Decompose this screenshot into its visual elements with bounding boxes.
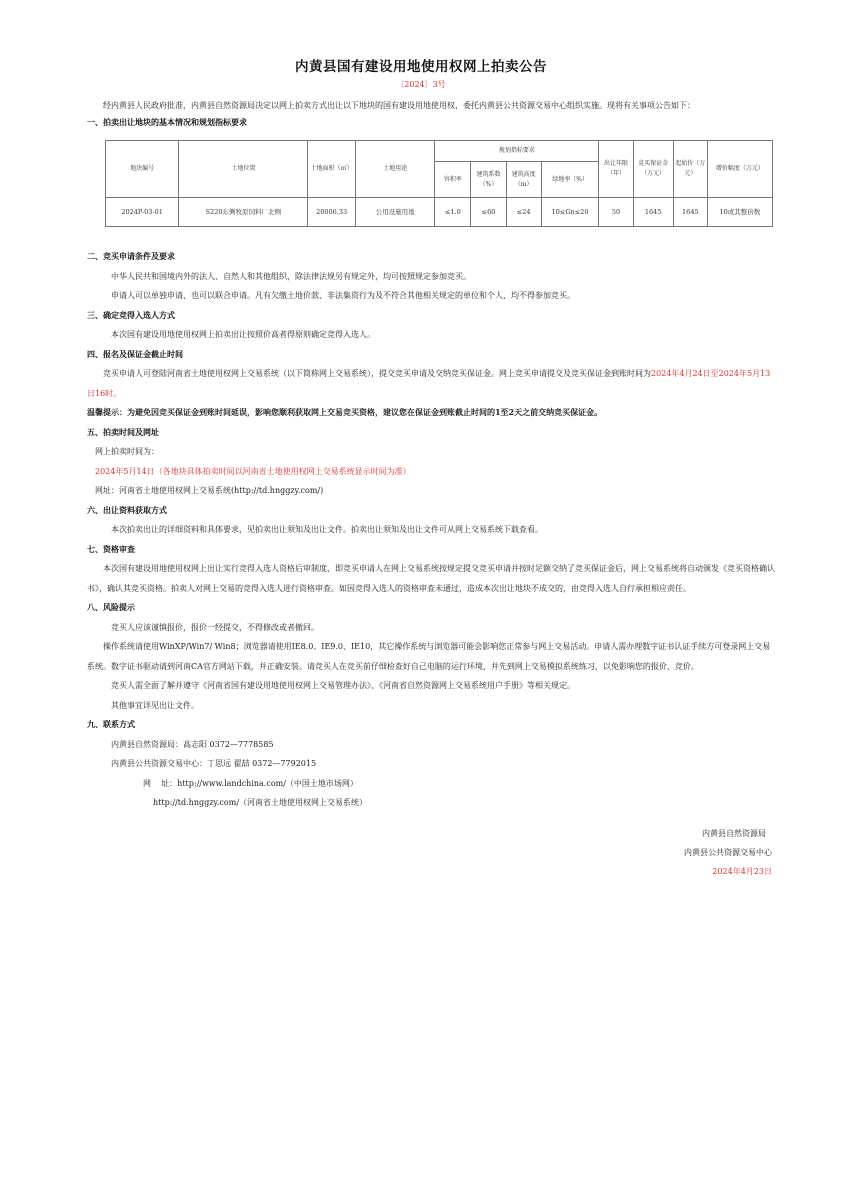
section-3-paragraph-1: 本次国有建设用地使用权网上拍卖出让按照价高者得原则确定竞得入选人。 xyxy=(111,330,375,339)
th-density: 建筑系数（%） xyxy=(471,162,506,198)
table-row xyxy=(106,198,773,227)
section-2-paragraph-2: 申请人可以单独申请，也可以联合申请。凡有欠缴土地价款、非法集资行为及不符合其他相关规定的单位和个人，均不得参加竞买。 xyxy=(111,291,575,300)
th-planning: 规划指标要求 xyxy=(435,141,599,162)
cell-years: 50 xyxy=(599,198,633,227)
section-5-website: 网址：河南省土地使用权网上交易系统(http://td.hnggzy.com/) xyxy=(95,486,324,495)
signature-block xyxy=(684,824,772,881)
signing-org-1: 内黄县自然资源局 xyxy=(702,829,766,838)
cell-start-price: 1645 xyxy=(673,198,707,227)
warm-tip: 温馨提示：为避免因竞买保证金到账时间延误，影响您顺利获取网上交易竞买资格，建议您在保证金到账截止时间的1至2天之前交纳竞买保证金。 xyxy=(87,407,603,417)
cell-deposit: 1645 xyxy=(633,198,673,227)
section-1-heading: 一、拍卖出让地块的基本情况和规划指标要求 xyxy=(87,117,247,127)
cell-area: 20006.33 xyxy=(308,198,355,227)
cell-location: S220东侧牧原饲料厂北侧 xyxy=(179,198,308,227)
signing-date: 2024年4月23日 xyxy=(712,867,772,876)
th-location: 土地位置 xyxy=(179,141,308,198)
auction-time: 2024年5月14日（各地块具体拍卖时间以河南省土地使用权网上交易系统显示时间为准） xyxy=(95,466,411,476)
cell-far: ≤1.0 xyxy=(435,198,471,227)
th-increment: 增价幅度（万元） xyxy=(707,141,772,198)
cell-use: 公用设施用地 xyxy=(355,198,435,227)
section-2-heading: 二、竞买申请条件及要求 xyxy=(87,251,175,261)
th-deposit: 竞买保证金（万元） xyxy=(633,141,673,198)
th-area: 土地面积（㎡） xyxy=(308,141,355,198)
plot-table xyxy=(105,140,773,227)
section-4-deadline: 2024年4月24日至2024年5月13日16时。 xyxy=(87,369,771,398)
signing-org-2: 内黄县公共资源交易中心 xyxy=(684,848,772,857)
section-6-heading: 六、出让资料获取方式 xyxy=(87,504,167,515)
section-7-heading: 七、资格审查 xyxy=(87,543,135,554)
th-far: 容积率 xyxy=(435,162,471,198)
th-start-price: 起始价（万元） xyxy=(673,141,707,198)
section-8-paragraph-3: 竞买人需全面了解并遵守《河南省国有建设用地使用权网上交易管理办法》、《河南省自然资源网上交易系统用户手册》等相关规定。 xyxy=(111,681,575,690)
section-6-paragraph-1: 本次拍卖出让的详细资料和具体要求，见拍卖出让须知及出让文件。拍卖出让须知及出让文件可从网上交易系统下载查看。 xyxy=(111,525,543,534)
contact-website-2: http://td.hnggzy.com/（河南省土地使用权网上交易系统） xyxy=(153,798,368,807)
section-8-heading: 八、风险提示 xyxy=(87,602,135,612)
section-4-paragraph-1 xyxy=(87,364,775,403)
section-8-paragraph-1: 竞买人应该谨慎报价，报价一经提交，不得修改或者撤回。 xyxy=(111,622,319,632)
th-height: 建筑高度（m） xyxy=(506,162,541,198)
contact-land-bureau: 内黄县自然资源局：高志阳 0372—7778585 xyxy=(111,739,274,749)
cell-height: ≤24 xyxy=(506,198,541,227)
th-years: 出让年限（年） xyxy=(599,141,633,198)
section-4-heading: 四、报名及保证金截止时间 xyxy=(87,348,183,359)
th-plot-no: 地块编号 xyxy=(106,141,179,198)
page-title: 内黄县国有建设用地使用权网上拍卖公告 xyxy=(295,59,547,75)
section-5-paragraph-1: 网上拍卖时间为： xyxy=(95,447,159,456)
th-green: 绿地率（%） xyxy=(541,162,599,198)
th-use: 土地用途 xyxy=(355,141,435,198)
document-body xyxy=(87,95,775,130)
section-8-paragraph-4: 其他事宜详见出让文件。 xyxy=(111,700,199,710)
section-2-paragraph-1: 中华人民共和国境内外的法人、自然人和其他组织，除法律法规另有规定外，均可按照规定参加竞买。 xyxy=(111,271,471,281)
section-3-heading: 三、确定竞得入选人方式 xyxy=(87,309,175,320)
intro-paragraph: 经内黄县人民政府批准，内黄县自然资源局决定以网上拍卖方式出让以下地块的国有建设用地使用权，委托内黄县公共资源交易中心组织实施。现将有关事项公告如下： xyxy=(103,101,695,110)
cell-plot-no: 2024P-03-01 xyxy=(106,198,179,227)
section-8-paragraph-2: 操作系统请使用WinXP/Win7/ Win8；浏览器请使用IE8.0、IE9.0、IE10，其它操作系统与浏览器可能会影响您正常参与网上交易活动。申请人需办理数字证书认证手续方可登录网上交易系统。数字证书驱动请到河南CA官方网站下载，并正确安装。请竞买人在竞买前仔细检查好自己电脑的运行环境，并先到网上交易模拟系统练习，以免影响您的报价、竞价。 xyxy=(87,642,771,671)
section-4-text: 竞买申请人可登陆河南省土地使用权网上交易系统（以下简称网上交易系统），提交竞买申请及交纳竞买保证金。网上竞买申请提交及竞买保证金到账时间为 xyxy=(103,369,651,378)
document-number: 〔2024〕3号 xyxy=(396,80,446,89)
cell-density: ≤60 xyxy=(471,198,506,227)
section-5-heading: 五、拍卖时间及网址 xyxy=(87,426,159,437)
section-9-heading: 九、联系方式 xyxy=(87,719,135,729)
section-7-paragraph-1: 本次国有建设用地使用权网上出让实行竞得入选人资格后审制度，即竞买申请人在网上交易系统按规定提交竞买申请并按时足额交纳了竞买保证金后，网上交易系统将自动颁发《竞买资格确认书》，确认其竞买资格。拍卖人对网上交易的竞得入选人进行资格审查。如因竞得入选人的资格审查未通过，造成本次出让地块不成交的，由竞得入选人自行承担相应责任。 xyxy=(87,564,775,593)
cell-green: 10≤Gn≤20 xyxy=(541,198,599,227)
document-body-continued xyxy=(87,247,775,813)
cell-increment: 10或其整倍数 xyxy=(707,198,772,227)
contact-trading-center: 内黄县公共资源交易中心：丁思远 翟喆 0372—7792015 xyxy=(111,759,317,768)
contact-website-1: 网 址：http://www.landchina.com/（中国土地市场网） xyxy=(143,778,358,788)
